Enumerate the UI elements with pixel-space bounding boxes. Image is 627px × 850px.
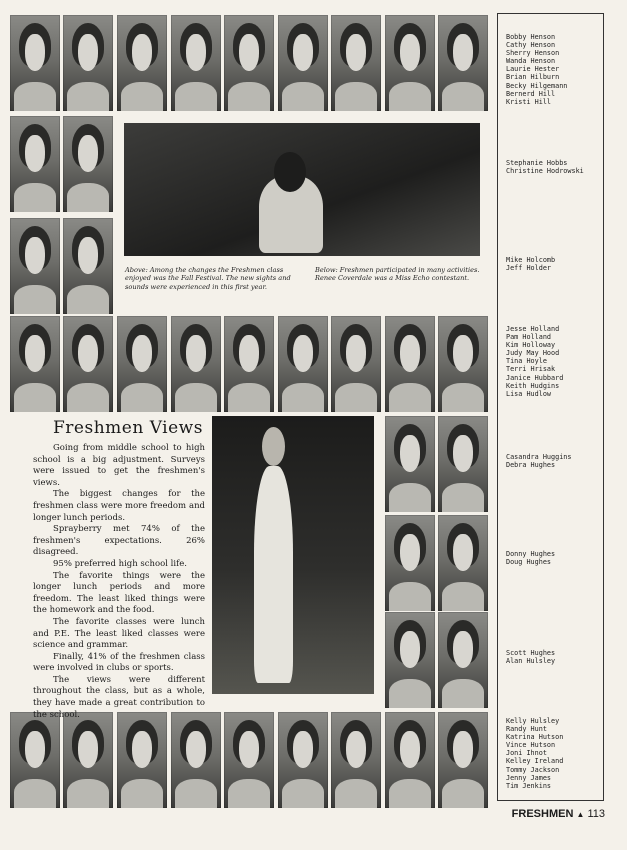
portrait-face [453,335,473,371]
student-name: Lisa Hudlow [506,389,552,398]
article-paragraph: Going from middle school to high school is a big adjustment. Surveys were issued to get the freshmen's views. [33,443,205,488]
student-name: Sherry Henson [506,49,560,58]
student-name: Pam Holland [506,333,552,342]
fall-festival-photo [124,123,480,256]
student-portrait [10,15,60,111]
name-group [506,33,567,106]
article-paragraph: The biggest changes for the freshmen class were more freedom and longer lunch periods. [33,489,205,523]
portrait-body [175,82,217,111]
student-portrait [331,316,381,412]
student-portrait [438,15,488,111]
portrait-face [346,335,366,371]
article-paragraph: The favorite classes were lunch and P.E. The least liked classes were science and grammar. [33,616,205,651]
student-portrait [10,218,60,314]
student-head [274,152,306,192]
student-portrait [63,218,113,314]
caption-above: Above: Among the changes the Freshmen class enjoyed was the Fall Festival. The new sights and sounds were experienced in this first year. [125,266,291,291]
portrait-body [121,82,163,111]
student-portrait [117,712,167,808]
triangle-icon: ▲ [576,810,585,819]
portrait-body [14,779,56,808]
portrait-face [25,335,45,371]
portrait-face [132,34,152,70]
portrait-face [453,731,473,767]
portrait-face [453,34,473,70]
student-name: Kim Holloway [506,341,556,350]
student-portrait [63,712,113,808]
student-portrait [438,612,488,708]
portrait-face [346,731,366,767]
student-portrait [438,712,488,808]
student-portrait [63,316,113,412]
student-name: Tim Jenkins [506,781,552,790]
name-group [506,453,571,469]
portrait-body [442,383,484,412]
portrait-face [346,34,366,70]
student-name: Debra Hughes [506,461,556,470]
student-name: Vince Hutson [506,741,556,750]
student-portrait [438,316,488,412]
student-name: Laurie Hester [506,65,560,74]
article-title: Freshmen Views [53,418,203,438]
portrait-face [400,34,420,70]
article-paragraph: Sprayberry met 74% of the freshmen's expectations. 26% disagreed. [33,524,205,558]
portrait-face [186,34,206,70]
portrait-body [14,183,56,212]
portrait-face [78,335,98,371]
portrait-body [228,383,270,412]
student-name: Joni Ihnot [506,749,547,758]
name-group [506,256,555,272]
portrait-face [239,34,259,70]
portrait-body [442,82,484,111]
student-portrait [10,712,60,808]
contestant-head [262,427,285,466]
portrait-body [389,483,431,512]
portrait-face [400,335,420,371]
portrait-body [14,82,56,111]
portrait-face [25,731,45,767]
portrait-body [175,383,217,412]
student-portrait [331,712,381,808]
name-group [506,325,563,398]
portrait-body [67,285,109,314]
student-portrait [278,15,328,111]
student-portrait [10,116,60,212]
student-name: Doug Hughes [506,558,552,567]
student-portrait [224,316,274,412]
caption-below: Below: Freshmen participated in many activities. Renee Coverdale was a Miss Echo contestant. [315,266,480,283]
portrait-face [25,34,45,70]
student-name: Becky Hilgemann [506,81,568,90]
portrait-body [67,183,109,212]
portrait-body [228,779,270,808]
student-name: Judy May Hood [506,349,560,358]
student-portrait [385,515,435,611]
student-portrait [171,316,221,412]
portrait-body [282,383,324,412]
student-portrait [385,712,435,808]
student-name: Jenny James [506,773,552,782]
portrait-face [400,631,420,667]
student-name: Randy Hunt [506,725,547,734]
portrait-face [400,534,420,570]
portrait-body [442,483,484,512]
portrait-face [453,435,473,471]
portrait-body [67,383,109,412]
miss-echo-photo [212,416,374,694]
student-name: Jeff Holder [506,264,552,273]
portrait-body [121,383,163,412]
portrait-face [132,731,152,767]
student-name: Kelly Hulsley [506,717,560,725]
student-name: Alan Hulsley [506,657,556,666]
portrait-body [389,582,431,611]
portrait-face [78,34,98,70]
portrait-face [400,731,420,767]
student-name: Bernerd Hill [506,89,556,98]
student-name: Casandra Huggins [506,453,572,461]
student-name: Kristi Hill [506,97,552,106]
student-portrait [385,15,435,111]
portrait-face [186,731,206,767]
student-name: Tommy Jackson [506,765,560,774]
student-portrait [171,712,221,808]
portrait-body [175,779,217,808]
portrait-face [453,631,473,667]
portrait-face [400,435,420,471]
student-portrait [278,712,328,808]
portrait-face [78,135,98,171]
student-portrait [331,15,381,111]
portrait-body [228,82,270,111]
student-name: Stephanie Hobbs [506,159,568,167]
name-group [506,717,563,790]
portrait-body [442,679,484,708]
student-portrait [385,316,435,412]
article-paragraph: The views were different throughout the class, but as a whole, they have made a great contribution to the school. [33,674,205,720]
student-name: Wanda Henson [506,57,556,66]
student-portrait [117,316,167,412]
article-paragraph: Finally, 41% of the freshmen class were involved in clubs or sports. [33,651,205,674]
portrait-body [389,383,431,412]
portrait-body [121,779,163,808]
student-name: Mike Holcomb [506,256,556,264]
student-portrait [438,515,488,611]
student-name: Janice Hubbard [506,373,564,382]
student-name: Jesse Holland [506,325,560,333]
portrait-body [442,779,484,808]
portrait-body [335,383,377,412]
section-label: FRESHMEN [511,808,574,820]
student-name: Cathy Henson [506,41,556,50]
student-portrait [438,416,488,512]
student-portrait [385,612,435,708]
student-portrait [10,316,60,412]
student-portrait [63,15,113,111]
article-paragraph: The favorite things were the longer lunch periods and more freedom. The least liked things were the homework and the food. [33,570,205,616]
student-name: Katrina Hutson [506,733,564,742]
portrait-body [14,285,56,314]
student-name: Christine Hodrowski [506,167,584,176]
article-body [33,443,205,721]
portrait-body [335,82,377,111]
portrait-face [186,335,206,371]
student-portrait [385,416,435,512]
student-name: Tina Hoyle [506,357,547,366]
student-name: Donny Hughes [506,550,556,558]
portrait-body [335,779,377,808]
student-portrait [224,712,274,808]
portrait-face [25,135,45,171]
page-number: 113 [587,808,605,820]
name-group [506,159,584,175]
name-sidebar [497,13,604,801]
portrait-body [67,82,109,111]
portrait-face [453,534,473,570]
contestant-figure [254,466,293,683]
student-name: Kelley Ireland [506,757,564,766]
student-portrait [117,15,167,111]
article-paragraph: 95% preferred high school life. [53,558,187,569]
portrait-face [293,731,313,767]
student-name: Terri Hrisak [506,365,556,374]
portrait-face [239,731,259,767]
portrait-face [293,34,313,70]
portrait-body [389,82,431,111]
portrait-face [239,335,259,371]
portrait-body [282,82,324,111]
portrait-body [282,779,324,808]
student-portrait [278,316,328,412]
name-group [506,550,555,566]
portrait-face [293,335,313,371]
page-footer [512,808,605,820]
portrait-face [132,335,152,371]
student-name: Scott Hughes [506,649,556,657]
portrait-face [25,237,45,273]
portrait-body [442,582,484,611]
portrait-body [389,679,431,708]
student-portrait [63,116,113,212]
name-group [506,649,555,665]
portrait-body [14,383,56,412]
student-portrait [224,15,274,111]
student-name: Bobby Henson [506,33,556,41]
portrait-body [67,779,109,808]
portrait-face [78,237,98,273]
student-portrait [171,15,221,111]
student-name: Keith Hudgins [506,381,560,390]
student-name: Brian Hilburn [506,73,560,82]
portrait-body [389,779,431,808]
portrait-face [78,731,98,767]
